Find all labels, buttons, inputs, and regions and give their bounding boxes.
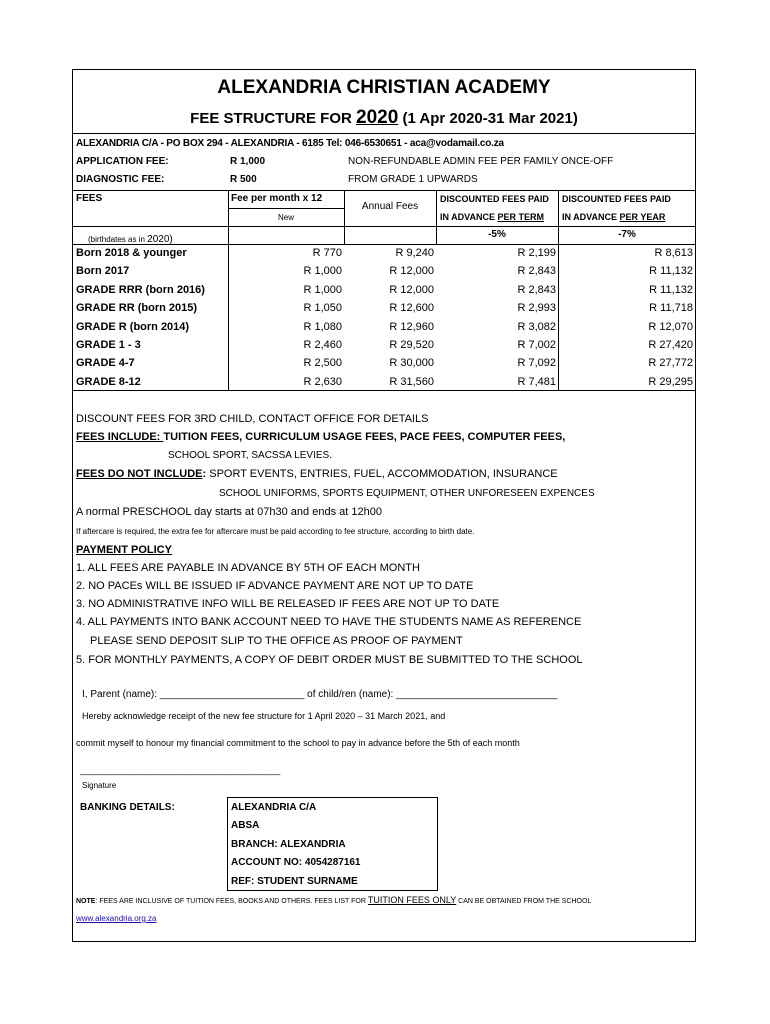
fee-row-term: R 2,199 xyxy=(517,247,556,259)
fee-row-term: R 7,092 xyxy=(517,357,556,369)
fee-row-monthly: R 2,500 xyxy=(303,357,342,369)
fee-row-term: R 2,993 xyxy=(517,302,556,314)
fee-row-term: R 7,481 xyxy=(517,376,556,388)
fees-exclude-colon: : xyxy=(202,468,210,480)
col-fees: FEES xyxy=(76,193,103,204)
note-u: TUITION FEES ONLY xyxy=(367,895,457,905)
table-line xyxy=(344,190,345,244)
fee-row-year: R 29,295 xyxy=(648,376,693,388)
fee-row-year: R 12,070 xyxy=(648,321,693,333)
fee-row-annual: R 12,000 xyxy=(389,265,434,277)
fee-row-term: R 2,843 xyxy=(517,284,556,296)
table-line xyxy=(72,190,696,191)
fee-row-monthly: R 1,080 xyxy=(303,321,342,333)
fee-row-year: R 11,132 xyxy=(649,265,693,277)
banking-line: REF: STUDENT SURNAME xyxy=(231,875,358,887)
policy-item: 4. ALL PAYMENTS INTO BANK ACCOUNT NEED TO HAVE THE STUDENTS NAME AS REFERENCE xyxy=(76,616,582,628)
diagnostic-fee-label: DIAGNOSTIC FEE: xyxy=(76,174,165,185)
website-link[interactable]: www.alexandria.org.za xyxy=(76,914,157,923)
col-year-1: DISCOUNTED FEES PAID xyxy=(562,194,671,204)
fee-row-annual: R 9,240 xyxy=(395,247,434,259)
table-line xyxy=(228,208,344,209)
policy-item: 3. NO ADMINISTRATIVE INFO WILL BE RELEASED IF FEES ARE NOT UP TO DATE xyxy=(76,598,500,610)
fee-row-year: R 11,132 xyxy=(649,284,693,296)
fees-exclude-label: FEES DO NOT INCLUDE xyxy=(76,468,203,480)
application-fee-note: NON-REFUNDABLE ADMIN FEE PER FAMILY ONCE-OFF xyxy=(348,156,614,167)
col-annual: Annual Fees xyxy=(361,201,419,212)
fee-row-year: R 27,772 xyxy=(648,357,693,369)
fee-row-annual: R 12,600 xyxy=(389,302,434,314)
fee-year: 2020 xyxy=(356,107,399,128)
col-term-1: DISCOUNTED FEES PAID xyxy=(440,194,549,204)
fee-row-annual: R 12,000 xyxy=(389,284,434,296)
fees-exclude-text-2: SCHOOL UNIFORMS, SPORTS EQUIPMENT, OTHER UNFORESEEN EXPENCES xyxy=(219,488,595,499)
col-monthly: Fee per month x 12 xyxy=(231,193,323,204)
banking-line: ACCOUNT NO: 4054287161 xyxy=(231,857,361,869)
application-fee-label: APPLICATION FEE: xyxy=(76,156,169,167)
fee-row-monthly: R 2,630 xyxy=(303,376,342,388)
fee-row-annual: R 29,520 xyxy=(389,339,434,351)
fee-row-year: R 27,420 xyxy=(648,339,693,351)
fee-row-year: R 8,613 xyxy=(654,247,693,259)
fee-period: (1 Apr 2020-31 Mar 2021) xyxy=(398,110,578,127)
fee-row-label: GRADE RRR (born 2016) xyxy=(76,284,205,296)
banking-line: ABSA xyxy=(231,820,260,832)
parent-name-line: I, Parent (name): __________________________ of child/ren (name): _____________________________ xyxy=(82,689,558,700)
commit-line: commit myself to honour my financial commitment to the school to pay in advance before the 5th of each month xyxy=(76,738,520,748)
birthdates-note xyxy=(88,230,173,246)
fee-row-year: R 11,718 xyxy=(649,302,693,314)
fee-row-label: GRADE 4-7 xyxy=(76,357,135,369)
fee-row-term: R 2,843 xyxy=(517,265,556,277)
banking-line: BRANCH: ALEXANDRIA xyxy=(231,838,346,850)
diagnostic-fee-amount: R 500 xyxy=(230,174,257,185)
fees-exclude-text: SPORT EVENTS, ENTRIES, FUEL, ACCOMMODATION, INSURANCE xyxy=(209,468,558,480)
aftercare-note: If aftercare is required, the extra fee for aftercare must be paid according to fee structure, according to birth date. xyxy=(76,527,475,536)
policy-item: 2. NO PACEs WILL BE ISSUED IF ADVANCE PAYMENT ARE NOT UP TO DATE xyxy=(76,580,474,592)
banking-line: ALEXANDRIA C/A xyxy=(231,802,317,813)
note-label: NOTE xyxy=(76,898,96,905)
fee-row-annual: R 30,000 xyxy=(389,357,434,369)
fees-exclude xyxy=(76,469,558,480)
fees-include-text-2: SCHOOL SPORT, SACSSA LEVIES. xyxy=(168,450,332,461)
fee-row-label: GRADE 8-12 xyxy=(76,376,141,388)
fee-row-label: Born 2017 xyxy=(76,265,130,277)
diagnostic-fee-note: FROM GRADE 1 UPWARDS xyxy=(348,174,478,185)
fees-include-label: FEES INCLUDE: xyxy=(76,431,164,443)
col-year-2-prefix: IN ADVANCE xyxy=(562,212,620,222)
table-line xyxy=(72,390,696,391)
col-year-2 xyxy=(562,213,665,222)
signature-line: ________________________________________ xyxy=(80,765,281,775)
fee-row-label: Born 2018 & younger xyxy=(76,247,187,259)
banking-label: BANKING DETAILS: xyxy=(80,802,175,813)
fee-row-label: GRADE 1 - 3 xyxy=(76,339,141,351)
preschool-note: A normal PRESCHOOL day starts at 07h30 and ends at 12h00 xyxy=(76,506,382,518)
fee-row-monthly: R 2,460 xyxy=(303,339,342,351)
signature-label: Signature xyxy=(82,781,117,790)
fee-row-label: GRADE RR (born 2015) xyxy=(76,302,198,314)
fee-row-monthly: R 1,000 xyxy=(303,265,342,277)
note-text: : FEES ARE INCLUSIVE OF TUITION FEES, BOOKS AND OTHERS. FEES LIST FOR xyxy=(95,898,368,905)
fee-row-term: R 7,002 xyxy=(517,339,556,351)
policy-item: PLEASE SEND DEPOSIT SLIP TO THE OFFICE AS PROOF OF PAYMENT xyxy=(90,635,463,647)
contact-line: ALEXANDRIA C/A - PO BOX 294 - ALEXANDRIA - 6185 Tel: 046-6530651 - aca@vodamail.co.za xyxy=(76,138,504,149)
col-year-2-u: PER YEAR xyxy=(619,212,666,222)
fee-row-annual: R 12,960 xyxy=(389,321,434,333)
fee-row-annual: R 31,560 xyxy=(389,376,434,388)
col-new: New xyxy=(277,213,294,222)
fee-structure-title xyxy=(72,108,696,127)
receipt-line: Hereby acknowledge receipt of the new fee structure for 1 April 2020 – 31 March 2021, and xyxy=(82,711,446,721)
col-term-2-u: PER TERM xyxy=(497,212,545,222)
birthdates-prefix: (birthdates as in xyxy=(88,235,148,244)
table-line xyxy=(72,226,696,227)
fee-row-term: R 3,082 xyxy=(517,321,556,333)
fee-row-label: GRADE R (born 2014) xyxy=(76,321,190,333)
policy-item: 1. ALL FEES ARE PAYABLE IN ADVANCE BY 5TH OF EACH MONTH xyxy=(76,562,420,574)
application-fee-amount: R 1,000 xyxy=(230,156,266,167)
footer-note xyxy=(76,896,591,905)
fee-prefix: FEE STRUCTURE FOR xyxy=(190,110,356,127)
fee-row-monthly: R 770 xyxy=(312,247,342,259)
note-end: CAN BE OBTAINED FROM THE SCHOOL xyxy=(456,898,592,905)
col-term-2-prefix: IN ADVANCE xyxy=(440,212,498,222)
col-term-2 xyxy=(440,213,544,222)
divider xyxy=(72,133,696,134)
fee-row-monthly: R 1,000 xyxy=(303,284,342,296)
payment-policy-title: PAYMENT POLICY xyxy=(76,544,172,556)
col-year-pct: -7% xyxy=(618,229,636,240)
fees-include xyxy=(76,432,565,443)
policy-item: 5. FOR MONTHLY PAYMENTS, A COPY OF DEBIT ORDER MUST BE SUBMITTED TO THE SCHOOL xyxy=(76,654,583,666)
fees-include-text: TUITION FEES, CURRICULUM USAGE FEES, PACE FEES, COMPUTER FEES, xyxy=(163,431,566,443)
col-term-pct: -5% xyxy=(488,229,506,240)
birthdates-year: 2020) xyxy=(147,234,173,245)
school-name: ALEXANDRIA CHRISTIAN ACADEMY xyxy=(217,77,551,98)
fee-row-monthly: R 1,050 xyxy=(303,302,342,314)
discount-note: DISCOUNT FEES FOR 3RD CHILD, CONTACT OFFICE FOR DETAILS xyxy=(76,413,429,425)
